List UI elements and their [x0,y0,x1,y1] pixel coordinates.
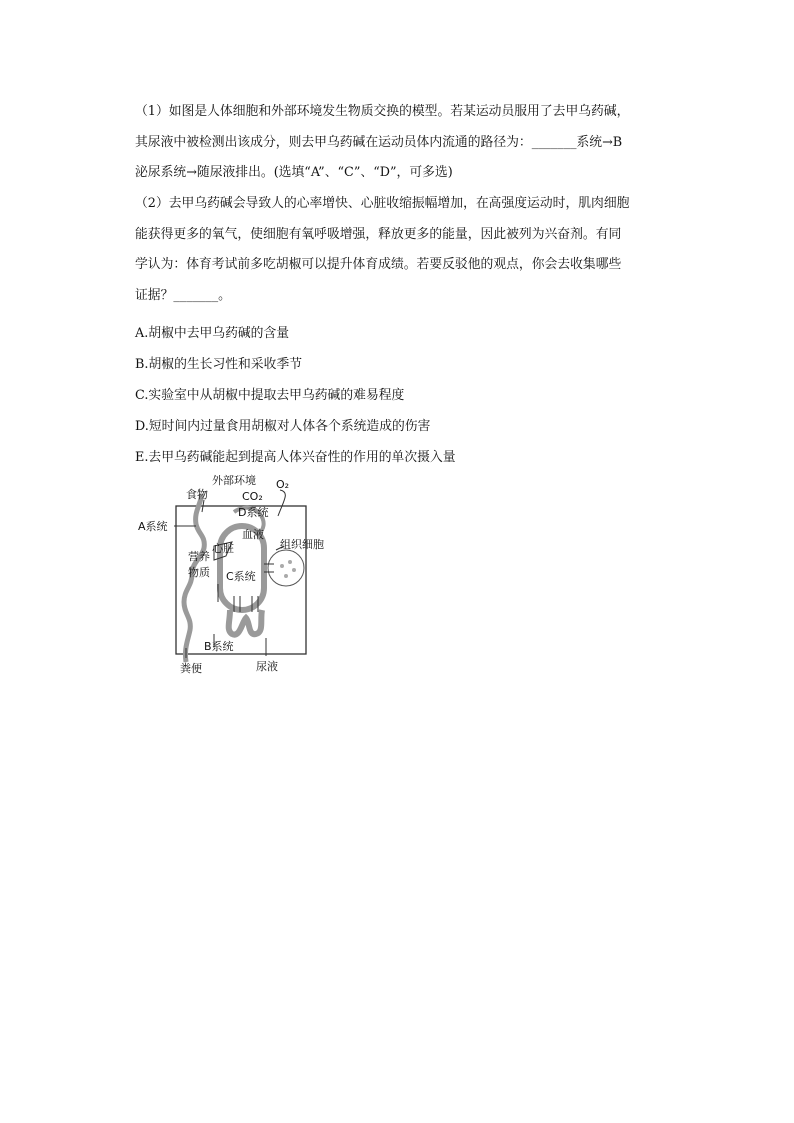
label-nutrients-2: 物质 [188,566,210,579]
question-line: 泌尿系统→随尿液排出。(选填“A”、“C”、“D”，可多选) [135,165,453,180]
label-nutrients-1: 营养 [188,550,210,563]
option-c: C.实验室中从胡椒中提取去甲乌药碱的难易程度 [135,388,405,403]
option-d: D.短时间内过量食用胡椒对人体各个系统造成的伤害 [135,419,431,434]
tissue-cell-shape [268,550,304,586]
label-feces: 粪便 [180,662,202,675]
label-tissue-cell: 组织细胞 [280,538,324,551]
option-e: E.去甲乌药碱能起到提高人体兴奋性的作用的单次摄入量 [135,450,456,465]
label-b-system: B系统 [204,640,234,653]
question-line: 能获得更多的氧气，使细胞有氧呼吸增强，释放更多的能量，因此被列为兴奋剂。有同 [135,226,622,242]
label-c-system: C系统 [226,570,256,583]
question-line: 证据？_______。 [135,287,231,303]
label-a-system: A系统 [138,520,168,533]
question-part1 [135,97,680,189]
option-a: A.胡椒中去甲乌药碱的含量 [135,326,290,341]
label-blood: 血液 [242,528,264,541]
label-d-system: D系统 [238,506,269,519]
question-line: （1）如图是人体细胞和外部环境发生物质交换的模型。若某运动员服用了去甲乌药碱， [135,104,630,119]
kidney-tubes [229,610,262,635]
question-line: 其尿液中被检测出该成分，则去甲乌药碱在运动员体内流通的路径为：_______系统→B [135,134,623,150]
label-co2: CO₂ [242,490,263,503]
label-urine: 尿液 [256,660,278,673]
option-b: B.胡椒的生长习性和采收季节 [135,357,303,372]
label-o2: O₂ [276,478,290,491]
exchange-diagram-svg [134,472,334,682]
label-food: 食物 [186,488,208,501]
question-line: 学认为：体育考试前多吃胡椒可以提升体育成绩。若要反驳他的观点，你会去收集哪些 [135,257,622,272]
question-line: （2）去甲乌药碱会导致人的心率增快、心脏收缩振幅增加，在高强度运动时，肌肉细胞 [135,196,630,211]
gas-arrow [278,490,285,516]
label-heart: 心脏 [212,542,234,555]
label-external: 外部环境 [212,474,256,487]
exchange-diagram [134,472,334,682]
question-part2 [135,189,680,311]
